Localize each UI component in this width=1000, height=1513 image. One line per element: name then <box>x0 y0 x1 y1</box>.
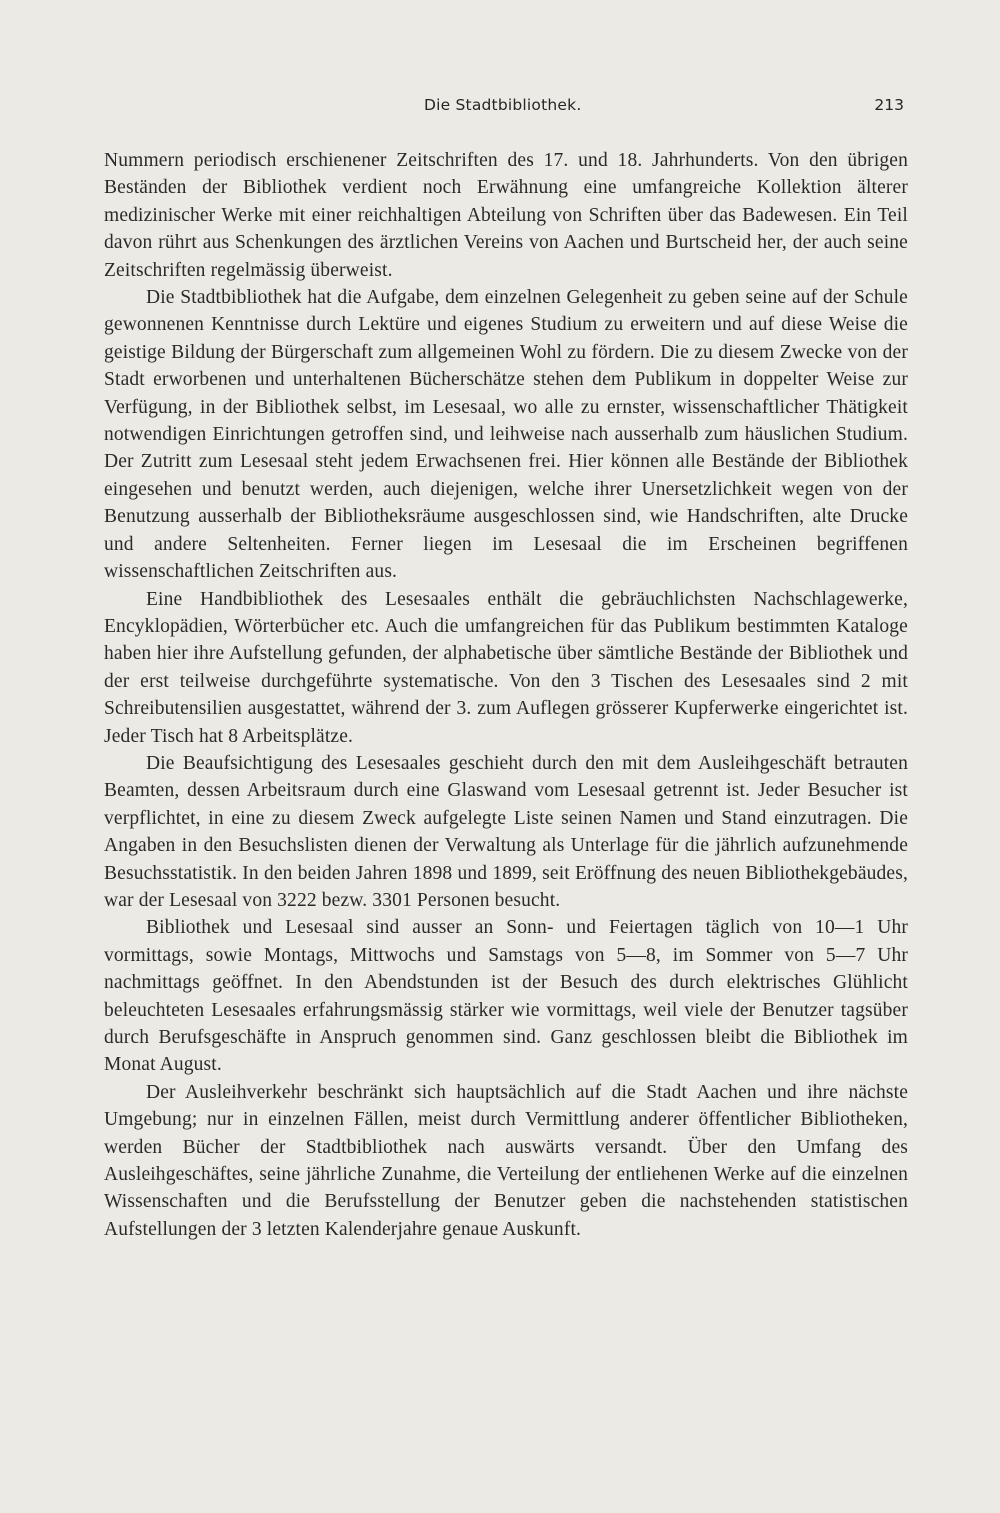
running-title: Die Stadtbibliothek. <box>424 96 582 114</box>
paragraph-2: Die Stadtbibliothek hat die Aufgabe, dem einzelnen Gelegenheit zu geben seine auf der Schule gewonnenen Kenntnisse durch Lektüre und eigenes Studium zu erweitern und auf diese Weise die geistige Bildung der Bürgerschaft zum allgemeinen Wohl zu fördern. Die zu diesem Zwecke von der Stadt erworbenen und unterhaltenen Bücherschätze stehen dem Publikum in doppelter Weise zur Verfügung, in der Bibliothek selbst, im Lesesaal, wo alle zu ernster, wissenschaftlicher Thätigkeit notwendigen Einrichtungen getroffen sind, und leihweise nach ausserhalb zum häuslichen Studium. Der Zutritt zum Lesesaal steht jedem Erwachsenen frei. Hier können alle Bestände der Bibliothek eingesehen und benutzt werden, auch diejenigen, welche ihrer Unersetzlichkeit wegen von der Benutzung ausserhalb der Bibliotheksräume ausgeschlossen sind, wie Handschriften, alte Drucke und andere Seltenheiten. Ferner liegen im Lesesaal die im Erscheinen begriffenen wissenschaftlichen Zeitschriften aus. <box>104 287 908 583</box>
paragraph-6: Der Ausleihverkehr beschränkt sich hauptsächlich auf die Stadt Aachen und ihre nächste Umgebung; nur in einzelnen Fällen, meist durch Vermittlung anderer öffentlicher Bibliotheken, werden Bücher der Stadtbibliothek nach auswärts versandt. Über den Umfang des Ausleihgeschäftes, seine jährliche Zunahme, die Verteilung der entliehenen Werke auf die einzelnen Wissenschaften und die Berufsstellung der Benutzer geben die nachstehenden statistischen Aufstellungen der 3 letzten Kalenderjahre genaue Auskunft. <box>104 1081 908 1240</box>
paragraph-1: Nummern periodisch erschienener Zeitschriften des 17. und 18. Jahrhunderts. Von den übrigen Beständen der Bibliothek verdient noch Erwähnung eine umfangreiche Kollektion älterer medizinischer Werke mit einer reichhaltigen Abteilung von Schriften über das Badewesen. Ein Teil davon rührt aus Schenkungen des ärztlichen Vereins von Aachen und Burtscheid her, der auch seine Zeitschriften regelmässig überweist. <box>104 150 908 281</box>
paragraph-5: Bibliothek und Lesesaal sind ausser an Sonn- und Feiertagen täglich von 10—1 Uhr vormittags, sowie Montags, Mittwochs und Samstags von 5—8, im Sommer von 5—7 Uhr nachmittags geöffnet. In den Abendstunden ist der Besuch des durch elektrisches Glühlicht beleuchteten Lesesaales erfahrungsmässig stärker wie vormittags, weil viele der Benutzer tagsüber durch Berufsgeschäfte in Anspruch genommen sind. Ganz geschlossen bleibt die Bibliothek im Monat August. <box>104 917 908 1076</box>
running-header <box>104 96 904 126</box>
page-number: 213 <box>874 96 904 114</box>
body-text <box>104 147 908 1243</box>
paragraph-3: Eine Handbibliothek des Lesesaales enthält die gebräuchlichsten Nachschlagewerke, Encyklopädien, Wörterbücher etc. Auch die umfangreichen für das Publikum bestimmten Kataloge haben hier ihre Aufstellung gefunden, der alphabetische über sämtliche Bestände der Bibliothek und der erst teilweise durchgeführte systematische. Von den 3 Tischen des Lesesaales sind 2 mit Schreibutensilien ausgestattet, während der 3. zum Auflegen grösserer Kupferwerke eingerichtet ist. Jeder Tisch hat 8 Arbeitsplätze. <box>104 588 908 747</box>
paragraph-4: Die Beaufsichtigung des Lesesaales geschieht durch den mit dem Ausleihgeschäft betrauten Beamten, dessen Arbeitsraum durch eine Glaswand vom Lesesaal getrennt ist. Jeder Besucher ist verpflichtet, in eine zu diesem Zweck aufgelegte Liste seinen Namen und Stand einzutragen. Die Angaben in den Besuchslisten dienen der Verwaltung als Unterlage für die jährlich aufzunehmende Besuchsstatistik. In den beiden Jahren 1898 und 1899, seit Eröffnung des neuen Bibliothekgebäudes, war der Lesesaal von 3222 bezw. 3301 Personen besucht. <box>104 752 908 911</box>
